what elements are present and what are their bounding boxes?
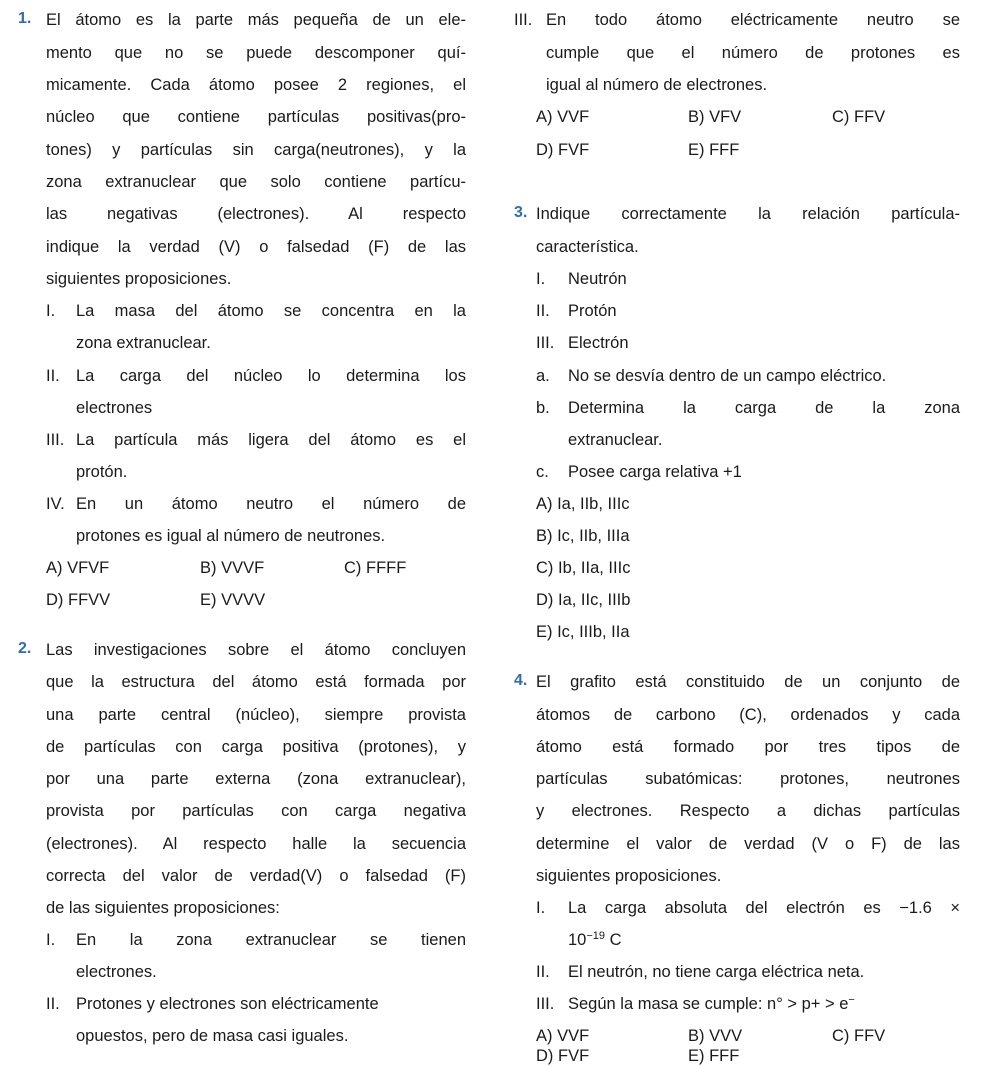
q4-option-c[interactable]: C) FFV (832, 1027, 886, 1045)
q1-prop-line: protones es igual al número de neutrones. (76, 527, 386, 545)
q3-item-text: Neutrón (568, 270, 627, 288)
q4-prop-label: I. (536, 899, 546, 917)
question-1-number: 1. (18, 10, 32, 27)
q3-char-line: extranuclear. (568, 431, 663, 449)
q3-item-text: Electrón (568, 334, 629, 352)
q1-text-line: siguientes proposiciones. (46, 270, 232, 288)
q1-text-line: tones) y partículas sin carga(neutrones), y la (46, 141, 466, 159)
q1-prop-line: La partícula más ligera del átomo es el (76, 431, 466, 449)
q3-item-label: III. (536, 334, 555, 352)
q1-option-a[interactable]: A) VFVF (46, 559, 110, 577)
q2-prop-label: II. (46, 995, 60, 1013)
q4-prop-label: III. (536, 995, 555, 1013)
q3-option-e[interactable]: E) Ic, IIIb, IIa (536, 623, 630, 641)
q3-item-text: Protón (568, 302, 617, 320)
q2-text-line: (electrones). Al respecto halle la secuencia (46, 835, 466, 853)
q2-text-line: que la estructura del átomo está formada por (46, 673, 466, 691)
q4-option-e[interactable]: E) FFF (688, 1047, 740, 1065)
q4-text-line: El grafito está constituido de un conjunto de (536, 673, 960, 691)
q2-prop-line: igual al número de electrones. (546, 76, 768, 94)
q2-text-line: provista por partículas con carga negativa (46, 802, 466, 820)
q1-prop-line: La masa del átomo se concentra en la (76, 302, 466, 320)
question-4-number: 4. (514, 672, 528, 689)
q4-text-line: átomo está formado por tres tipos de (536, 738, 960, 756)
q1-prop-line: protón. (76, 463, 128, 481)
q4-exp-unit: C (605, 931, 622, 949)
q3-option-b[interactable]: B) Ic, IIb, IIIa (536, 527, 630, 545)
question-2-number: 2. (18, 640, 32, 657)
q4-prop-line (568, 994, 855, 1014)
q2-text-line: de las siguientes proposiciones: (46, 899, 280, 917)
q1-prop-line: electrones (76, 399, 153, 417)
q3-char-line: Determina la carga de la zona (568, 399, 960, 417)
q2-text-line: una parte central (núcleo), siempre provista (46, 706, 466, 724)
q2-text-line: de partículas con carga positiva (protones), y (46, 738, 466, 756)
q2-option-c[interactable]: C) FFV (832, 108, 886, 126)
q3-text-line: característica. (536, 238, 639, 256)
q2-prop-line: En todo átomo eléctricamente neutro se (546, 11, 960, 29)
q4-option-a[interactable]: A) VVF (536, 1027, 590, 1045)
q1-text-line: núcleo que contiene partículas positivas(pro- (46, 108, 466, 126)
q3-char-label: c. (536, 463, 549, 481)
q2-option-b[interactable]: B) VFV (688, 108, 742, 126)
q2-option-e[interactable]: E) FFF (688, 141, 740, 159)
q1-option-b[interactable]: B) VVVF (200, 559, 265, 577)
q4-exp-power: −19 (586, 930, 606, 942)
q1-prop-line: La carga del núcleo lo determina los (76, 367, 466, 385)
q1-prop-label: I. (46, 302, 56, 320)
q1-prop-line: En un átomo neutro el número de (76, 495, 466, 513)
q3-option-d[interactable]: D) Ia, IIc, IIIb (536, 591, 631, 609)
q1-text-line: las negativas (electrones). Al respecto (46, 205, 466, 223)
q1-option-c[interactable]: C) FFFF (344, 559, 407, 577)
q1-text-line: zona extranuclear que solo contiene partícu- (46, 173, 466, 191)
q4-option-b[interactable]: B) VVV (688, 1027, 743, 1045)
q3-char-line: Posee carga relativa +1 (568, 463, 742, 481)
q4-text-line: determine el valor de verdad (V o F) de las (536, 835, 960, 853)
q3-option-a[interactable]: A) Ia, IIb, IIIc (536, 495, 630, 513)
q3-text-line: Indique correctamente la relación partícula- (536, 205, 960, 223)
q4-text-line: siguientes proposiciones. (536, 867, 722, 885)
q2-prop-label: I. (46, 931, 56, 949)
q4-prop-line: El neutrón, no tiene carga eléctrica neta. (568, 963, 865, 981)
q1-prop-label: II. (46, 367, 60, 385)
q1-text-line: indique la verdad (V) o falsedad (F) de las (46, 238, 466, 256)
q3-char-line: No se desvía dentro de un campo eléctrico. (568, 367, 887, 385)
q1-prop-line: zona extranuclear. (76, 334, 211, 352)
q3-char-label: b. (536, 399, 550, 417)
q4-text-line: y electrones. Respecto a dichas partículas (536, 802, 960, 820)
q4-exp-base: 10 (568, 931, 587, 949)
q4-text-line: átomos de carbono (C), ordenados y cada (536, 706, 960, 724)
q3-item-label: I. (536, 270, 546, 288)
q4-prop-exponent-line (568, 930, 622, 950)
q3-option-c[interactable]: C) Ib, IIa, IIIc (536, 559, 631, 577)
q1-prop-label: IV. (46, 495, 65, 513)
q2-text-line: por una parte externa (zona extranuclear), (46, 770, 466, 788)
q4-prop-label: II. (536, 963, 550, 981)
q2-prop-label: III. (514, 11, 533, 29)
q2-prop-line: opuestos, pero de masa casi iguales. (76, 1027, 349, 1045)
q1-text-line: El átomo es la parte más pequeña de un ele- (46, 11, 466, 29)
q1-option-e[interactable]: E) VVVV (200, 591, 266, 609)
q2-prop-line: cumple que el número de protones es (546, 44, 960, 62)
q2-option-d[interactable]: D) FVF (536, 141, 590, 159)
q3-char-label: a. (536, 367, 550, 385)
q1-option-d[interactable]: D) FFVV (46, 591, 111, 609)
q4-text-line: partículas subatómicas: protones, neutrones (536, 770, 960, 788)
q4-electron-sign: − (848, 994, 855, 1006)
question-3-number: 3. (514, 204, 528, 221)
q2-prop-line: En la zona extranuclear se tienen (76, 931, 466, 949)
q4-mass-order: Según la masa se cumple: n° > p+ > e (568, 995, 849, 1013)
q2-text-line: correcta del valor de verdad(V) o falsedad (F) (46, 867, 466, 885)
q4-prop-line: La carga absoluta del electrón es −1.6 × (568, 899, 960, 917)
q2-option-a[interactable]: A) VVF (536, 108, 590, 126)
q2-prop-line: Protones y electrones son eléctricamente (76, 995, 379, 1013)
q1-text-line: micamente. Cada átomo posee 2 regiones, el (46, 76, 466, 94)
q2-text-line: Las investigaciones sobre el átomo concluyen (46, 641, 466, 659)
q2-prop-line: electrones. (76, 963, 157, 981)
q1-text-line: mento que no se puede descomponer quí- (46, 44, 466, 62)
q1-prop-label: III. (46, 431, 65, 449)
q4-option-d[interactable]: D) FVF (536, 1047, 590, 1065)
q3-item-label: II. (536, 302, 550, 320)
